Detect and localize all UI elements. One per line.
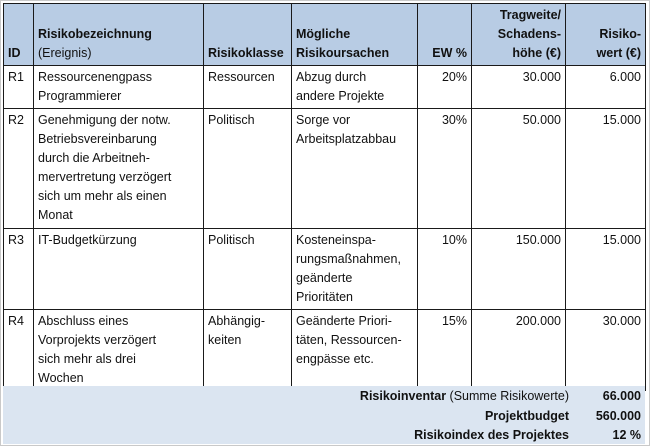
- cell-risikoklasse: [204, 66, 292, 109]
- header-risikobezeichnung: Risikobezeichnung (Ereignis): [34, 4, 204, 66]
- cell-risikoklasse-line: Politisch: [208, 113, 255, 127]
- cell-risikoursachen: [292, 109, 418, 229]
- cell-ew: 20%: [418, 66, 472, 109]
- summary-block: [3, 386, 645, 444]
- cell-id: R4: [4, 310, 34, 391]
- header-risikoursachen: Mögliche Risikoursachen: [292, 4, 418, 66]
- cell-risikoursachen-line: rungsmaßnahmen,: [296, 252, 401, 266]
- cell-risikobezeichnung: [34, 310, 204, 391]
- cell-risikobezeichnung-line: Vorprojekts verzögert: [38, 333, 157, 347]
- risikoinventar-value: 66.000: [602, 389, 641, 403]
- risk-table: [3, 3, 646, 391]
- table-row: [4, 66, 646, 109]
- cell-tragweite: 200.000: [472, 310, 566, 391]
- cell-risikoursachen: [292, 66, 418, 109]
- cell-risikoursachen-line: Kosteneinspa-: [296, 233, 376, 247]
- table-row: [4, 109, 646, 229]
- projektbudget-value: 560.000: [595, 409, 641, 423]
- cell-risikoursachen: [292, 229, 418, 310]
- cell-risikowert: 15.000: [566, 109, 646, 229]
- risikoinventar-label: Risikoinventar (Summe Risikowerte): [359, 389, 569, 403]
- table-body: [4, 66, 646, 391]
- cell-risikobezeichnung-line: Monat: [38, 208, 73, 222]
- cell-risikobezeichnung: [34, 229, 204, 310]
- cell-risikobezeichnung: [34, 109, 204, 229]
- header-row: [4, 4, 646, 66]
- cell-risikoklasse: [204, 109, 292, 229]
- cell-risikoklasse-line: Ressourcen: [208, 70, 275, 84]
- cell-tragweite: 150.000: [472, 229, 566, 310]
- header-risikoklasse: Risikoklasse: [204, 4, 292, 66]
- cell-id: R3: [4, 229, 34, 310]
- cell-risikowert: 15.000: [566, 229, 646, 310]
- table-row: [4, 229, 646, 310]
- cell-risikoursachen-line: Prioritäten: [296, 290, 353, 304]
- cell-tragweite: 30.000: [472, 66, 566, 109]
- cell-risikobezeichnung-line: Programmierer: [38, 89, 122, 103]
- cell-risikobezeichnung-line: Abschluss eines: [38, 314, 129, 328]
- cell-risikobezeichnung-line: IT-Budgetkürzung: [38, 233, 137, 247]
- cell-risikoklasse: [204, 229, 292, 310]
- cell-risikobezeichnung-line: Ressourcenengpass: [38, 70, 152, 84]
- cell-risikowert: 6.000: [566, 66, 646, 109]
- cell-risikobezeichnung-line: Betriebsvereinbarung: [38, 132, 157, 146]
- cell-risikoursachen-line: Abzug durch: [296, 70, 367, 84]
- cell-risikoursachen-line: engpässe etc.: [296, 352, 374, 366]
- cell-risikoklasse-line: keiten: [208, 333, 242, 347]
- cell-risikoursachen-line: täten, Ressourcen-: [296, 333, 402, 347]
- cell-risikoursachen-line: geänderte: [296, 271, 353, 285]
- projektbudget-label: Projektbudget: [484, 409, 569, 423]
- header-tragweite: Tragweite/ Schadens- höhe (€): [472, 4, 566, 66]
- cell-risikobezeichnung-line: Wochen: [38, 371, 84, 385]
- cell-id: R2: [4, 109, 34, 229]
- cell-risikobezeichnung-line: mervertretung verzögert: [38, 170, 172, 184]
- table-row: [4, 310, 646, 391]
- header-risikowert: Risiko- wert (€): [566, 4, 646, 66]
- risikoindex-label: Risikoindex des Projektes: [414, 428, 569, 442]
- cell-risikobezeichnung-line: durch die Arbeitneh-: [38, 151, 150, 165]
- cell-risikowert: 30.000: [566, 310, 646, 391]
- cell-risikobezeichnung: [34, 66, 204, 109]
- header-id: ID: [4, 4, 34, 66]
- cell-risikobezeichnung-line: sich mehr als drei: [38, 352, 136, 366]
- summary-row-risikoinventar: [3, 387, 645, 406]
- cell-tragweite: 50.000: [472, 109, 566, 229]
- summary-row-risikoindex: [3, 426, 645, 445]
- cell-id: R1: [4, 66, 34, 109]
- cell-ew: 15%: [418, 310, 472, 391]
- cell-ew: 10%: [418, 229, 472, 310]
- cell-risikobezeichnung-line: Genehmigung der notw.: [38, 113, 171, 127]
- cell-risikobezeichnung-line: sich um mehr als einen: [38, 189, 167, 203]
- header-ew: EW %: [418, 4, 472, 66]
- cell-risikoursachen-line: Arbeitsplatzabbau: [296, 132, 397, 146]
- cell-risikoklasse-line: Politisch: [208, 233, 255, 247]
- cell-risikoursachen-line: Sorge vor: [296, 113, 351, 127]
- cell-risikoursachen-line: andere Projekte: [296, 89, 385, 103]
- cell-risikoursachen-line: Geänderte Priori-: [296, 314, 392, 328]
- cell-ew: 30%: [418, 109, 472, 229]
- cell-risikoursachen: [292, 310, 418, 391]
- cell-risikoklasse-line: Abhängig-: [208, 314, 265, 328]
- risikoindex-value: 12 %: [612, 428, 641, 442]
- summary-row-projektbudget: [3, 407, 645, 426]
- cell-risikoklasse: [204, 310, 292, 391]
